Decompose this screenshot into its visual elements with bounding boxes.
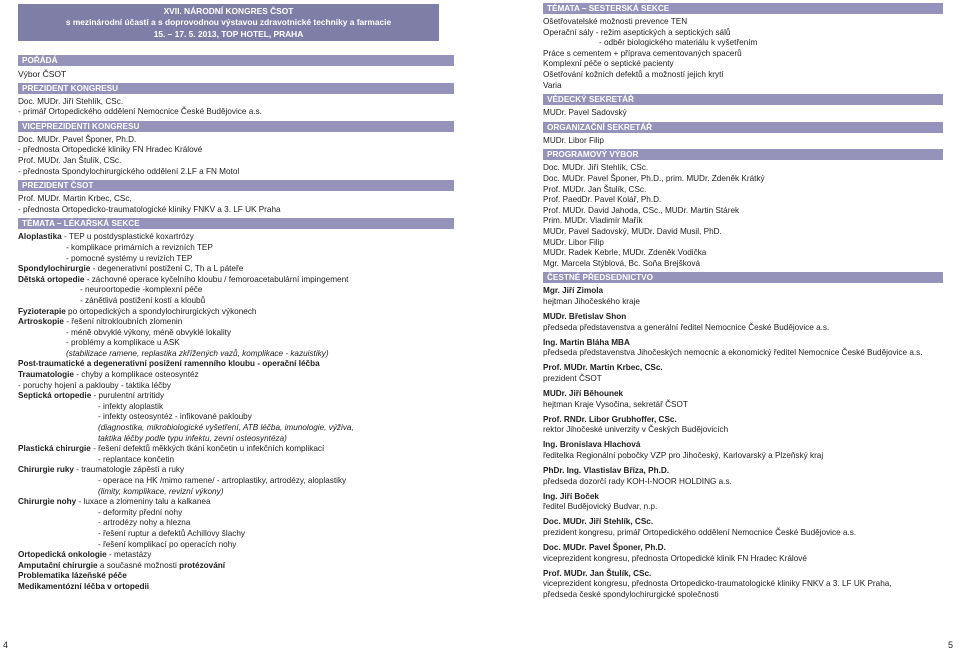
topic-heading: Fyzioterapie [18,306,66,316]
president-line: Doc. MUDr. Jiří Stehlík, CSc. [18,96,124,106]
committee-member: MUDr. Libor Filip [543,237,604,247]
topic-text: po ortopedických a spondylochirurgických výkonech [65,306,257,316]
member-name: Mgr. Jiří Zimola [543,286,604,296]
topic-line [18,391,454,402]
committee-member: Mgr. Marcela Stýblová, Bc. Soňa Brejšková [543,258,700,268]
committee-member: Prof. MUDr. Jan Štulík, CSc. [543,184,647,194]
honorary-member [543,517,943,538]
member-role: předseda představenstva a generální ředitel Nemocnice České Budějovice a.s. [543,322,830,332]
topic-text: (stabilizace ramene, replastika zkřížených vazů, komplikace - kazuistiky) [66,348,329,358]
member-role: předseda české spondylochirurgické společnosti [543,590,719,600]
section-band-sesterska: TÉMATA – SESTERSKÁ SEKCE [543,3,943,14]
topic-text: - chyby a komplikace osteosyntéz [73,370,199,380]
topic-line [18,338,454,349]
topic-line [18,444,454,455]
topic-text: - řešení nitrokloubních zlomenin [63,317,183,327]
topic-line [18,381,454,392]
vice-lines [18,135,454,177]
section-band-vice: VICEPREZIDENTI KONGRESU [18,121,454,132]
topic-line [18,232,454,243]
topic-text: - méně obvyklé výkony, méně obvyklé lokality [66,327,232,337]
member-role: viceprezident kongresu, přednosta Ortopedicko-traumatologické kliniky FNKV a 3. LF UK Praha, [543,579,892,589]
topic-line [18,550,454,561]
nursing-topic: Operační sály - režim aseptických a septických sálů [543,27,731,37]
committee-member: Prim. MUDr. Vladimír Mařík [543,216,643,226]
topic-line [18,561,454,572]
topic-line [18,254,454,265]
right-column [543,3,943,601]
topic-heading: Chirurgie ruky [18,465,74,475]
honorary-member [543,492,943,513]
nursing-topic: Ošetřovatelské možnosti prevence TEN [543,17,688,26]
nursing-topic: - odběr biologického materiálu k vyšetřením [599,38,758,48]
nursing-topic: Komplexní péče o septické pacienty [543,59,674,69]
scientific-secretary: MUDr. Pavel Sadovský [543,108,627,118]
committee-member: Doc. MUDr. Pavel Šponer, Ph.D., prim. MUDr. Zdeněk Krátký [543,173,765,183]
honorary-member [543,543,943,564]
topic-line [18,423,454,434]
topic-line [18,434,454,445]
topic-line [18,497,454,508]
member-role: hejtman Jihočeského kraje [543,296,640,306]
nursing-topic: Práce s cementem + příprava cementovaných spacerů [543,48,742,58]
topic-heading: Aloplastika [18,232,62,242]
topic-text: - neuroortopedie -komplexní péče [80,285,203,295]
topic-text: - traumatologie zápěstí a ruky [73,465,185,475]
congress-header [18,4,439,41]
president-line: - primář Ortopedického oddělení Nemocnice České Budějovice a.s. [18,107,262,117]
honorary-member [543,415,943,436]
topic-line [18,349,454,360]
topic-text: - luxace a zlomeniny talu a kalkanea [76,497,211,507]
topic-text: - řešení defektů měkkých tkání končetin u infekčních komplikací [90,444,325,454]
section-band-prezident: PREZIDENT KONGRESU [18,83,454,94]
topic-line [18,264,454,275]
topic-heading: protézování [179,560,226,570]
topic-text: - řešení ruptur a defektů Achillovy šlachy [98,528,245,538]
topic-text: - komplikace primárních a revizních TEP [66,242,213,252]
member-role: prezident ČSOT [543,373,602,383]
nursing-topics [543,17,943,91]
topic-line [18,370,454,381]
member-name: Prof. RNDr. Libor Grubhoffer, CSc. [543,414,677,424]
topic-line [18,317,454,328]
topic-line [18,529,454,540]
honorary-presidium [543,286,943,600]
honorary-member [543,389,943,410]
topic-line [18,275,454,286]
topic-text: - degenerativní postižení C, Th a L páteře [90,264,244,274]
topic-text: (limity, komplikace, revizní výkony) [98,486,224,496]
topic-text: - infekty aloplastik [98,401,164,411]
topic-heading: Plastická chirurgie [18,444,91,454]
vicepresident-line: Doc. MUDr. Pavel Šponer, Ph.D. [18,134,137,144]
header-line-1: XVII. NÁRODNÍ KONGRES ČSOT [163,6,294,16]
member-role: ředitelka Regionální pobočky VZP pro Jihočeský, Karlovarský a Plzeňský kraj [543,451,824,460]
page-number-right: 5 [948,640,954,650]
topic-text: - řešení komplikací po operacích nohy [98,539,237,549]
committee-member: Prof. PaedDr. Pavel Kolář, Ph.D. [543,195,662,205]
topic-text: - záchovné operace kyčelního kloubu / femoroacetabulární impingement [84,274,349,284]
member-role: prezident kongresu, primář Ortopedického oddělení Nemocnice České Budějovice a.s. [543,528,857,538]
topic-text: taktika léčby podle typu infektu, zevní osteosyntéza) [98,433,287,443]
member-name: Prof. MUDr. Jan Štulík, CSc. [543,568,652,578]
member-role: ředitel Budějovický Budvar, n.p. [543,502,658,512]
topic-text: - metastázy [106,550,152,560]
member-role: předseda dozorčí rady KOH-I-NOOR HOLDING a.s. [543,476,732,486]
committee-member: MUDr. Radek Kebrle, MUDr. Zdeněk Vodička [543,248,707,258]
topic-text: - purulentní artritidy [91,391,165,401]
section-band-temata: TÉMATA – LÉKAŘSKÁ SEKCE [18,218,454,229]
topic-line [18,243,454,254]
topic-text: - poruchy hojení a paklouby - taktika léčby [18,380,171,390]
header-line-3: 15. – 17. 5. 2013, TOP HOTEL, PRAHA [153,28,304,39]
honorary-member [543,466,943,487]
topic-heading: Dětská ortopedie [18,274,85,284]
topic-heading: Chirurgie nohy [18,497,77,507]
topic-text: (diagnostika, mikrobiologické vyšetření, ATB léčba, imunologie, výživa, [98,423,354,433]
honorary-member [543,440,943,461]
topic-heading: Ortopedická onkologie [18,550,107,560]
topic-line [18,402,454,413]
topic-heading: Post-traumatické a degenerativní posižení ramenního kloubu - operační léčba [18,359,320,369]
honorary-member [543,338,943,359]
topic-heading: Spondylochirurgie [18,264,91,274]
member-name: Doc. MUDr. Jiří Stehlík, CSc. [543,517,654,527]
topic-line [18,571,454,582]
topic-line [18,285,454,296]
topic-heading: Septická ortopedie [18,391,92,401]
topic-line [18,487,454,498]
topic-line [18,412,454,423]
vicepresident-line: Prof. MUDr. Jan Štulík, CSc. [18,155,122,165]
member-role: předseda představenstva Jihočeských nemocnic a ekonomický ředitel Nemocnice České Budějovice a.s. [543,348,923,358]
section-band-vedecky: VĚDECKÝ SEKRETÁŘ [543,94,943,105]
member-name: Ing. Jiří Boček [543,491,599,501]
topic-text: - operace na HK /mimo ramene/ - artroplastiky, artrodézy, aloplastiky [98,476,347,485]
section-band-cestne: ČESTNÉ PŘEDSEDNICTVO [543,272,943,283]
topic-heading: Traumatologie [18,370,74,380]
csot-president-line: Prof. MUDr. Martin Krbec, CSc, [18,194,132,204]
committee-member: Doc. MUDr. Jiří Stehlík, CSc. [543,163,649,173]
member-role: hejtman Kraje Vysočina, sekretář ČSOT [543,399,688,409]
member-name: Ing. Martin Bláha MBA [543,337,630,347]
section-band-program: PROGRAMOVÝ VÝBOR [543,149,943,160]
member-name: Doc. MUDr. Pavel Šponer, Ph.D. [543,543,666,553]
topic-text: - pomocné systémy u revizích TEP [66,253,193,263]
topic-heading: Medikamentózní léčba v ortopedii [18,581,150,591]
member-name: Prof. MUDr. Martin Krbec, CSc. [543,363,663,373]
section-band-organizacni: ORGANIZAČNÍ SEKRETÁŘ [543,122,943,133]
header-line-2: s mezinárodní účastí a s doprovodnou výstavou zdravotnické techniky a farmacie [65,17,392,28]
topic-heading: Artroskopie [18,317,64,327]
topic-line [18,582,454,593]
vicepresident-line: - přednosta Ortopedické kliniky FN Hradec Králové [18,145,203,155]
topic-heading: Problematika lázeňské péče [18,571,127,581]
topic-line [18,296,454,307]
topic-line [18,359,454,370]
prezcsot-lines [18,194,454,215]
topic-line [18,508,454,519]
topic-text: a současné možnosti [97,560,180,570]
committee-member: Prof. MUDr. David Jahoda, CSc., MUDr. Martin Stárek [543,205,740,215]
topic-text: - TEP u postdysplastické koxartrózy [61,232,194,242]
topic-line [18,307,454,318]
member-name: MUDr. Jiří Běhounek [543,389,624,399]
topic-line [18,465,454,476]
topic-list [18,232,454,592]
honorary-member [543,569,943,601]
committee-member: MUDr. Pavel Sadovský, MUDr. David Musil, PhD. [543,226,722,236]
member-name: Ing. Bronislava Hlachová [543,440,641,450]
honorary-member [543,286,943,307]
page-number-left: 4 [3,640,9,650]
nursing-topic: Varia [543,80,562,90]
section-band-prezcsot: PREZIDENT ČSOT [18,180,454,191]
member-name: MUDr. Břetislav Shon [543,311,627,321]
topic-line [18,455,454,466]
member-name: PhDr. Ing. Vlastislav Bříza, Ph.D. [543,466,670,476]
topic-line [18,328,454,339]
vicepresident-line: - přednosta Spondylochirurgického oddělení 2.LF a FN Motol [18,166,240,176]
organizing-secretary: MUDr. Libor Filip [543,135,604,145]
topic-line [18,540,454,551]
topic-line [18,518,454,529]
honorary-member [543,312,943,333]
honorary-member [543,363,943,384]
left-column [18,52,454,593]
topic-text: - deformity přední nohy [98,507,183,517]
topic-text: - replantace končetin [98,454,175,464]
topic-text: - artrodézy nohy a hlezna [98,518,191,528]
topic-text: - problémy a komplikace u ASK [66,338,180,348]
program-committee [543,163,943,269]
prezident-lines [18,97,454,118]
section-band-poradi: POŘÁDÁ [18,55,454,66]
topic-heading: Amputační chirurgie [18,560,98,570]
topic-text: - infekty osteosyntéz - infikované paklouby [98,412,252,422]
nursing-topic: Ošetřování kožních defektů a možností jejich krytí [543,69,724,79]
csot-president-line: - přednosta Ortopedicko-traumatologické kliniky FNKV a 3. LF UK Praha [18,204,281,214]
topic-line [18,476,454,487]
member-role: viceprezident kongresu, přednosta Ortopedické klinik FN Hradec Králové [543,553,807,563]
organizer-text: Výbor ČSOT [18,69,67,79]
member-role: rektor Jihočeské univerzity v Českých Budějovicích [543,425,729,435]
topic-text: - zánětlivá postižení kostí a kloubů [80,295,206,305]
